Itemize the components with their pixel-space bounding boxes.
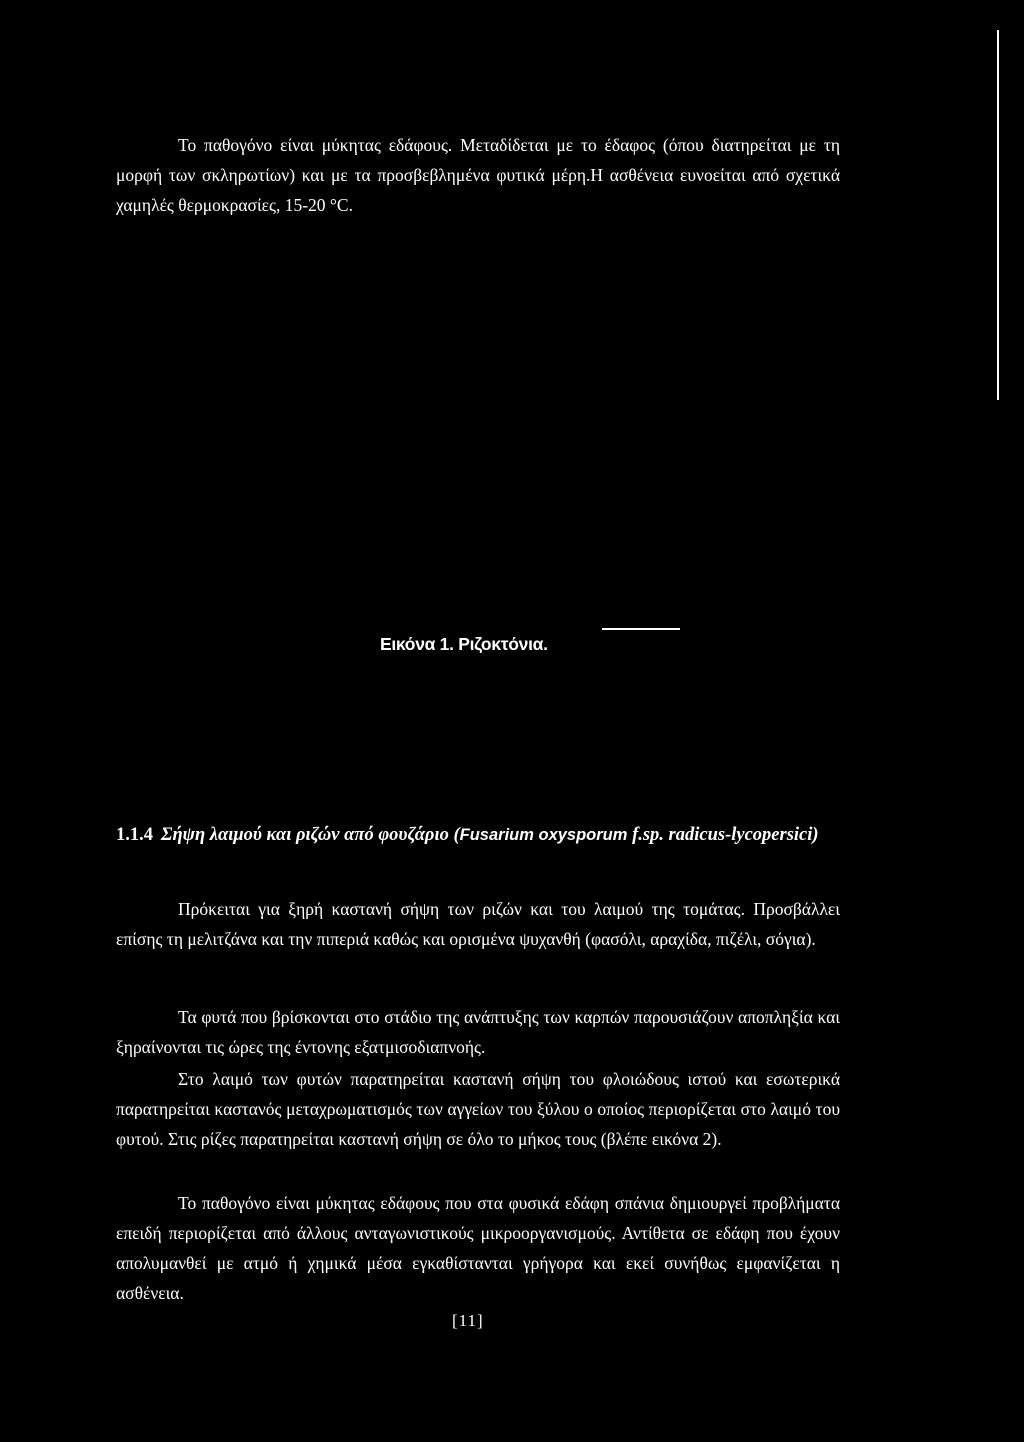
section-title: Σήψη λαιμού και ριζών από φουζάριο (: [161, 825, 460, 845]
paragraph-pathogen-intro: Το παθογόνο είναι μύκητας εδάφους. Μεταδίδεται με το έδαφος (όπου διατηρείται με τη μορφή των σκληρωτίων) και με τα προσβεβλημένα φυτικά μέρη.Η ασθένεια ευνοείται από σχετικά χαμηλές θερμοκρασίες, 15-20 °C.: [116, 135, 840, 215]
paragraph-symptoms-plants: Τα φυτά που βρίσκονται στο στάδιο της ανάπτυξης των καρπών παρουσιάζουν αποπληξία και ξηραίνονται τις ώρες της έντονης εξατμισοδιαπνοής.: [116, 1007, 840, 1057]
paragraph-symptoms-root: Στο λαιμό των φυτών παρατηρείται καστανή σήψη του φλοιώδους ιστού και εσωτερικά παρατηρείται καστανός μεταχρωματισμός των αγγείων του ξύλου ο οποίος περιορίζεται στο λαιμό του φυτού. Στις ρίζες παρατηρείται καστανή σήψη σε όλο το μήκος τους (βλέπε εικόνα 2).: [116, 1069, 840, 1149]
paragraph-description: Πρόκειται για ξηρή καστανή σήψη των ριζών και του λαιμού της τομάτας. Προσβάλλει επίσης τη μελιτζάνα και την πιπεριά καθώς και ορισμένα ψυχανθή (φασόλι, αραχίδα, πιζέλι, σόγια).: [116, 899, 840, 949]
paragraph-soil-pathogen: Το παθογόνο είναι μύκητας εδάφους που στα φυσικά εδάφη σπάνια δημιουργεί προβλήματα επειδή περιορίζεται από άλλους ανταγωνιστικούς μικροοργανισμούς. Αντίθετα σε εδάφη που έχουν απολυμανθεί με ατμό ή χημικά μέσα εγκαθίστανται γρήγορα και εκεί συνήθως εμφανίζεται η ασθένεια.: [116, 1193, 840, 1303]
section-number: 1.1.4: [116, 825, 153, 845]
figure-caption: Εικόνα 1. Ριζοκτόνια.: [380, 634, 548, 654]
section-title-suffix: f.sp. radicus-lycopersici): [627, 825, 819, 845]
scan-edge-line: [997, 30, 999, 400]
section-heading: [116, 820, 840, 850]
reference-number: [11]: [452, 1311, 484, 1330]
section-species-name: Fusarium oxysporum: [459, 826, 628, 844]
figure-rule: [602, 628, 680, 630]
